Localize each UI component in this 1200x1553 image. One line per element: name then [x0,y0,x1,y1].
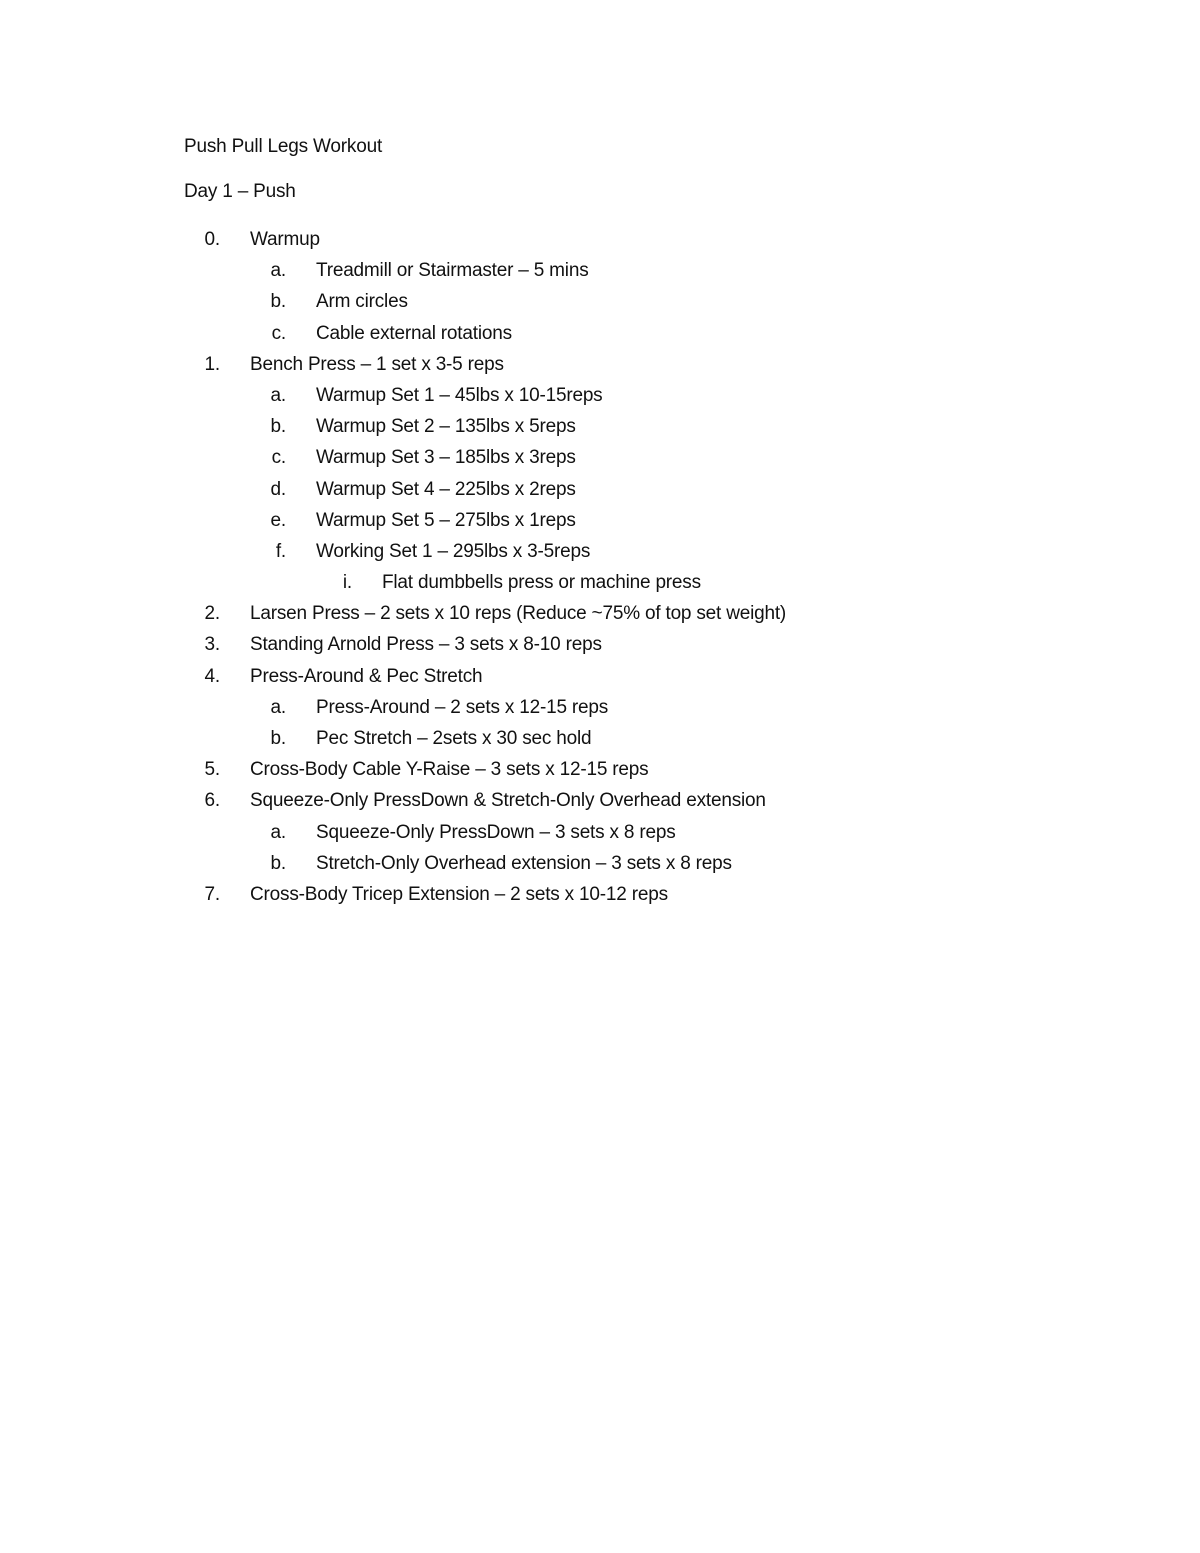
exercise-item [184,754,1084,785]
list-marker: 2. [204,603,220,625]
list-item-text: Press-Around – 2 sets x 12-15 reps [316,696,609,718]
list-marker: a. [270,821,286,843]
exercise-item [184,629,1084,660]
list-item-text: Working Set 1 – 295lbs x 3-5reps [316,540,591,562]
sub-item [184,817,1084,848]
exercise-item [184,598,1084,629]
sub-item [184,442,1084,473]
sub-item [184,380,1084,411]
list-marker: b. [270,852,286,874]
sub-item [184,692,1084,723]
list-item-text: Warmup Set 3 – 185lbs x 3reps [316,447,576,469]
list-marker: a. [270,260,286,282]
list-marker: e. [270,509,286,531]
list-marker: f. [275,540,286,562]
exercise-item [184,661,1084,692]
sub-sub-item [184,567,1084,598]
sub-item [184,286,1084,317]
list-item-text: Stretch-Only Overhead extension – 3 sets x 8 reps [316,852,732,874]
list-item-text: Flat dumbbells press or machine press [382,572,701,594]
list-item-text: Cable external rotations [316,322,512,344]
list-marker: b. [270,728,286,749]
sub-item [184,411,1084,442]
exercise-item [184,224,1084,255]
sub-item [184,255,1084,286]
document-body [184,133,1084,910]
list-item-text: Warmup Set 4 – 225lbs x 2reps [316,478,576,500]
list-item-text: Cross-Body Tricep Extension – 2 sets x 10-12 reps [250,883,668,905]
list-marker: 0. [204,229,220,250]
list-marker: 1. [204,353,220,375]
list-item-text: Pec Stretch – 2sets x 30 sec hold [316,728,592,749]
sub-item [184,474,1084,505]
list-item-text: Treadmill or Stairmaster – 5 mins [316,260,589,282]
list-marker: 4. [204,665,220,687]
list-marker: 5. [204,759,220,781]
exercise-item [184,785,1084,816]
workout-list [184,224,1084,910]
list-marker: 3. [204,634,220,656]
list-item-text: Squeeze-Only PressDown & Stretch-Only Overhead extension [250,790,766,812]
list-item-text: Larsen Press – 2 sets x 10 reps (Reduce ~75% of top set weight) [250,603,787,625]
list-item-text: Warmup [250,229,320,250]
exercise-item [184,879,1084,910]
list-marker: 6. [204,790,220,812]
list-item-text: Warmup Set 1 – 45lbs x 10-15reps [316,384,603,406]
list-item-text: Bench Press – 1 set x 3-5 reps [250,353,504,375]
list-item-text: Cross-Body Cable Y-Raise – 3 sets x 12-15 reps [250,759,649,781]
list-marker: i. [342,572,352,594]
list-marker: c. [271,447,286,469]
sub-item [184,536,1084,567]
list-marker: a. [270,696,286,718]
list-marker: d. [270,478,286,500]
sub-item [184,318,1084,349]
list-item-text: Warmup Set 2 – 135lbs x 5reps [316,416,576,438]
list-item-text: Warmup Set 5 – 275lbs x 1reps [316,509,576,531]
day-heading: Day 1 – Push [184,181,296,202]
sub-item [184,848,1084,879]
list-item-text: Standing Arnold Press – 3 sets x 8-10 reps [250,634,602,656]
sub-item [184,505,1084,536]
exercise-item [184,349,1084,380]
list-marker: b. [270,416,286,438]
sub-item [184,723,1084,754]
list-marker: 7. [204,883,220,905]
list-marker: b. [270,291,286,313]
list-marker: a. [270,384,286,406]
list-item-text: Arm circles [316,291,408,313]
list-item-text: Squeeze-Only PressDown – 3 sets x 8 reps [316,821,676,843]
list-marker: c. [271,322,286,344]
document-title: Push Pull Legs Workout [184,136,383,157]
list-item-text: Press-Around & Pec Stretch [250,665,483,687]
